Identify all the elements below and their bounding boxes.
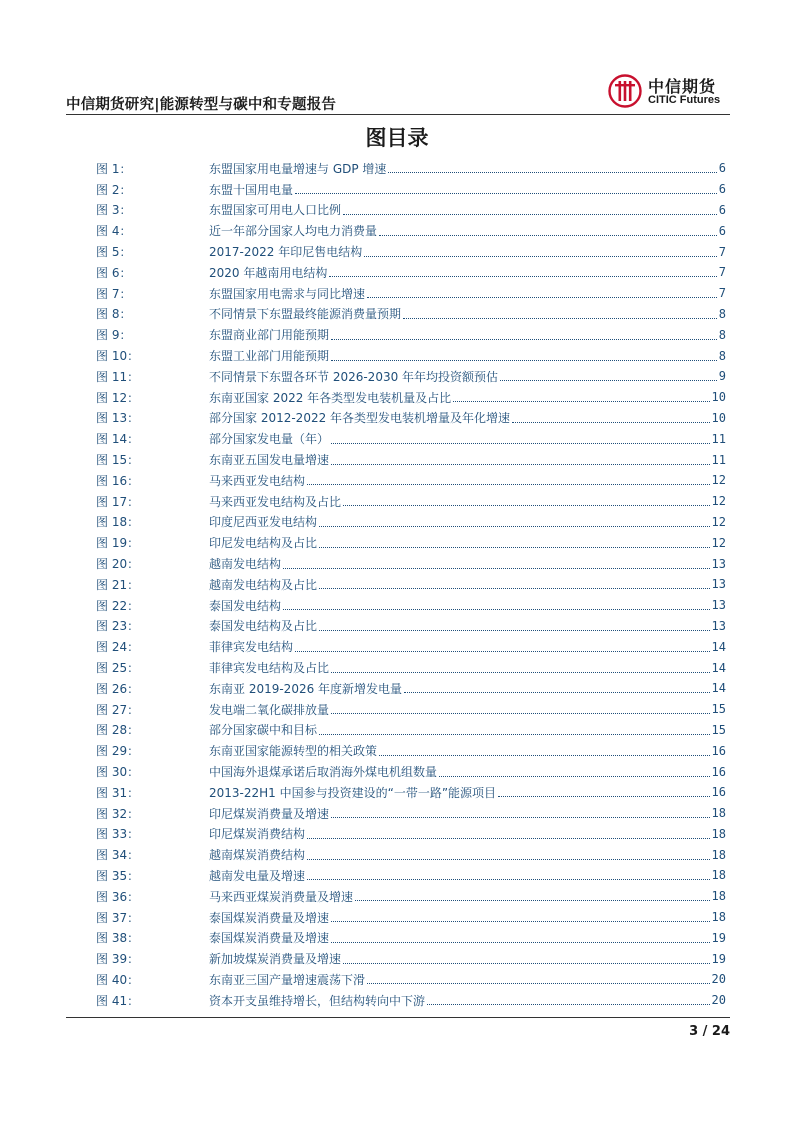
toc-entry-number: 图 25： bbox=[96, 661, 140, 676]
toc-entry-page: 8 bbox=[718, 327, 726, 342]
toc-dot-leader bbox=[453, 400, 709, 402]
toc-dot-leader bbox=[307, 878, 710, 880]
toc-entry-caption: 印尼煤炭消费结构 bbox=[209, 827, 306, 842]
report-title: 中信期货研究|能源转型与碳中和专题报告 bbox=[66, 97, 337, 113]
toc-entry-caption: 马来西亚发电结构及占比 bbox=[209, 494, 342, 509]
toc-entry-caption: 东南亚国家能源转型的相关政策 bbox=[209, 744, 378, 759]
toc-entry[interactable] bbox=[96, 220, 726, 241]
toc-dot-leader bbox=[331, 442, 710, 444]
toc-entry-page: 18 bbox=[711, 910, 726, 925]
toc-entry-caption: 马来西亚煤炭消费量及增速 bbox=[209, 889, 354, 904]
toc-entry[interactable] bbox=[96, 304, 726, 325]
toc-entry-number: 图 7： bbox=[96, 286, 132, 301]
toc-entry-number: 图 40： bbox=[96, 972, 140, 987]
toc-dot-leader bbox=[283, 567, 710, 569]
toc-entry-number: 图 10： bbox=[96, 349, 140, 364]
toc-entry-number: 图 15： bbox=[96, 453, 140, 468]
toc-entry-page: 12 bbox=[711, 494, 726, 509]
toc-dot-leader bbox=[329, 275, 716, 277]
toc-entry-page: 14 bbox=[711, 639, 726, 654]
toc-entry-caption: 泰国煤炭消费量及增速 bbox=[209, 931, 330, 946]
toc-entry-number: 图 19： bbox=[96, 536, 140, 551]
toc-dot-leader bbox=[319, 546, 710, 548]
toc-entry-caption: 不同情景下东盟各环节 2026-2030 年年均投资额预估 bbox=[209, 369, 499, 384]
toc-entry-page: 18 bbox=[711, 806, 726, 821]
toc-entry-page: 6 bbox=[718, 202, 726, 217]
toc-entry[interactable] bbox=[96, 990, 726, 1011]
logo-english-text: CITIC Futures bbox=[648, 94, 721, 106]
toc-entry-number: 图 37： bbox=[96, 910, 140, 925]
toc-entry-number: 图 31： bbox=[96, 785, 140, 800]
toc-entry-number: 图 36： bbox=[96, 889, 140, 904]
toc-entry-number: 图 4： bbox=[96, 224, 132, 239]
toc-entry[interactable] bbox=[96, 720, 726, 741]
toc-entry-page: 9 bbox=[718, 369, 726, 384]
toc-entry-caption: 东南亚三国产量增速震荡下滑 bbox=[209, 972, 366, 987]
toc-dot-leader bbox=[379, 234, 717, 236]
toc-entry-number: 图 16： bbox=[96, 473, 140, 488]
toc-entry-number: 图 2： bbox=[96, 182, 132, 197]
toc-entry-page: 7 bbox=[718, 286, 726, 301]
toc-entry-caption: 部分国家碳中和目标 bbox=[209, 723, 318, 738]
toc-entry-caption: 发电端二氧化碳排放量 bbox=[209, 702, 330, 717]
toc-entry-number: 图 6： bbox=[96, 265, 132, 280]
toc-entry-number: 图 22： bbox=[96, 598, 140, 613]
toc-dot-leader bbox=[307, 858, 710, 860]
toc-entry-page: 18 bbox=[711, 826, 726, 841]
toc-dot-leader bbox=[295, 650, 710, 652]
toc-entry[interactable] bbox=[96, 636, 726, 657]
toc-entry[interactable] bbox=[96, 449, 726, 470]
toc-entry-caption: 中国海外退煤承诺后取消海外煤电机组数量 bbox=[209, 765, 438, 779]
toc-dot-leader bbox=[403, 317, 717, 319]
toc-entry-caption: 泰国发电结构及占比 bbox=[209, 619, 318, 634]
toc-entry-number: 图 26： bbox=[96, 681, 140, 696]
toc-entry-number: 图 34： bbox=[96, 848, 140, 863]
toc-entry-page: 16 bbox=[711, 785, 726, 800]
toc-entry-number: 图 32： bbox=[96, 806, 140, 821]
toc-dot-leader bbox=[331, 920, 710, 922]
toc-entry-page: 11 bbox=[711, 431, 726, 446]
table-of-figures bbox=[96, 158, 726, 1011]
toc-entry-page: 7 bbox=[718, 244, 726, 259]
toc-dot-leader bbox=[364, 255, 717, 257]
toc-entry-number: 图 1： bbox=[96, 161, 132, 176]
toc-entry-page: 12 bbox=[711, 535, 726, 550]
toc-entry[interactable] bbox=[96, 408, 726, 429]
toc-entry-number: 图 3： bbox=[96, 203, 132, 218]
toc-entry-number: 图 13： bbox=[96, 411, 140, 426]
toc-dot-leader bbox=[427, 1003, 710, 1005]
toc-entry[interactable] bbox=[96, 387, 726, 408]
toc-entry[interactable] bbox=[96, 470, 726, 491]
toc-dot-leader bbox=[500, 379, 717, 381]
toc-dot-leader bbox=[343, 213, 717, 215]
toc-entry-number: 图 28： bbox=[96, 723, 140, 738]
toc-entry-caption: 菲律宾发电结构 bbox=[209, 640, 294, 655]
toc-entry-number: 图 20： bbox=[96, 557, 140, 572]
toc-dot-leader bbox=[331, 463, 710, 465]
toc-entry-number: 图 29： bbox=[96, 744, 140, 759]
toc-entry-caption: 东盟工业部门用能预期 bbox=[209, 349, 330, 364]
toc-entry-number: 图 8： bbox=[96, 307, 132, 322]
toc-dot-leader bbox=[512, 421, 710, 423]
toc-entry[interactable] bbox=[96, 345, 726, 366]
toc-entry-caption: 不同情景下东盟最终能源消费量预期 bbox=[209, 307, 402, 322]
toc-entry[interactable] bbox=[96, 824, 726, 845]
toc-entry-number: 图 24： bbox=[96, 640, 140, 655]
toc-entry-caption: 泰国发电结构 bbox=[209, 598, 282, 613]
toc-entry-caption: 部分国家发电量（年） bbox=[209, 432, 330, 447]
citic-logo-icon bbox=[608, 74, 642, 108]
toc-entry[interactable] bbox=[96, 512, 726, 533]
logo-chinese-text: 中信期货 bbox=[648, 77, 717, 96]
toc-entry-caption: 2020 年越南用电结构 bbox=[209, 265, 328, 280]
toc-entry[interactable] bbox=[96, 699, 726, 720]
toc-entry[interactable] bbox=[96, 886, 726, 907]
toc-entry[interactable] bbox=[96, 532, 726, 553]
toc-dot-leader bbox=[319, 587, 710, 589]
toc-dot-leader bbox=[295, 192, 717, 194]
toc-entry[interactable] bbox=[96, 844, 726, 865]
toc-dot-leader bbox=[367, 296, 717, 298]
toc-entry-caption: 泰国煤炭消费量及增速 bbox=[209, 910, 330, 925]
toc-entry-page: 18 bbox=[711, 847, 726, 862]
toc-entry-number: 图 21： bbox=[96, 577, 140, 592]
toc-entry[interactable] bbox=[96, 200, 726, 221]
page-number: 3 / 24 bbox=[689, 1024, 730, 1039]
toc-entry-caption: 越南煤炭消费结构 bbox=[209, 848, 306, 863]
toc-entry-caption: 新加坡煤炭消费量及增速 bbox=[209, 952, 342, 967]
toc-entry-page: 11 bbox=[711, 452, 726, 467]
toc-entry-page: 14 bbox=[711, 660, 726, 675]
toc-entry[interactable] bbox=[96, 553, 726, 574]
toc-dot-leader bbox=[331, 359, 717, 361]
toc-entry-number: 图 11： bbox=[96, 369, 140, 384]
toc-entry-caption: 东盟十国用电量 bbox=[209, 182, 294, 197]
toc-entry[interactable] bbox=[96, 865, 726, 886]
toc-entry-number: 图 35： bbox=[96, 868, 140, 883]
toc-entry[interactable] bbox=[96, 428, 726, 449]
toc-entry-number: 图 12： bbox=[96, 390, 140, 405]
toc-entry-caption: 印尼煤炭消费量及增速 bbox=[209, 806, 330, 821]
toc-entry-number: 图 17： bbox=[96, 494, 140, 509]
toc-entry[interactable] bbox=[96, 657, 726, 678]
toc-entry[interactable] bbox=[96, 969, 726, 990]
toc-entry-page: 6 bbox=[718, 161, 726, 176]
toc-entry-page: 12 bbox=[711, 514, 726, 529]
toc-dot-leader bbox=[319, 733, 710, 735]
toc-entry[interactable] bbox=[96, 179, 726, 200]
toc-entry-page: 12 bbox=[711, 473, 726, 488]
toc-entry-caption: 近一年部分国家人均电力消费量 bbox=[209, 224, 378, 239]
toc-entry-caption: 东南亚 2019-2026 年度新增发电量 bbox=[209, 681, 403, 696]
toc-entry[interactable] bbox=[96, 927, 726, 948]
toc-entry-page: 15 bbox=[711, 722, 726, 737]
toc-entry-page: 13 bbox=[711, 598, 726, 613]
toc-entry-caption: 东盟国家用电需求与同比增速 bbox=[209, 286, 366, 301]
toc-entry-page: 8 bbox=[718, 306, 726, 321]
toc-entry-page: 19 bbox=[711, 930, 726, 945]
toc-entry-number: 图 41： bbox=[96, 993, 140, 1008]
toc-entry-caption: 东南亚五国发电量增速 bbox=[209, 453, 330, 468]
toc-entry-number: 图 23： bbox=[96, 619, 140, 634]
toc-dot-leader bbox=[379, 754, 710, 756]
toc-dot-leader bbox=[307, 483, 710, 485]
toc-dot-leader bbox=[388, 171, 716, 173]
toc-entry-number: 图 9： bbox=[96, 328, 132, 343]
toc-entry-page: 6 bbox=[718, 223, 726, 238]
toc-entry-page: 13 bbox=[711, 556, 726, 571]
toc-entry-number: 图 27： bbox=[96, 702, 140, 717]
toc-dot-leader bbox=[331, 338, 717, 340]
toc-entry[interactable] bbox=[96, 366, 726, 387]
toc-entry-page: 16 bbox=[711, 764, 726, 779]
toc-dot-leader bbox=[367, 982, 710, 984]
toc-entry-caption: 越南发电结构及占比 bbox=[209, 577, 318, 592]
toc-dot-leader bbox=[283, 608, 710, 610]
toc-entry-caption: 资本开支虽维持增长，但结构转向中下游 bbox=[209, 993, 426, 1008]
toc-entry-number: 图 14： bbox=[96, 432, 140, 447]
toc-entry[interactable] bbox=[96, 283, 726, 304]
toc-entry-caption: 越南发电结构 bbox=[209, 557, 282, 572]
toc-entry[interactable] bbox=[96, 907, 726, 928]
toc-entry[interactable] bbox=[96, 678, 726, 699]
toc-entry[interactable] bbox=[96, 241, 726, 262]
toc-entry[interactable] bbox=[96, 595, 726, 616]
footer-divider bbox=[66, 1017, 730, 1018]
toc-entry-page: 13 bbox=[711, 577, 726, 592]
toc-entry-caption: 2013-22H1 中国参与投资建设的“一带一路”能源项目 bbox=[209, 785, 497, 800]
toc-dot-leader bbox=[343, 962, 710, 964]
toc-entry-number: 图 18： bbox=[96, 515, 140, 530]
toc-dot-leader bbox=[498, 795, 710, 797]
toc-entry-caption: 部分国家 2012-2022 年各类型发电装机增量及年化增速 bbox=[209, 411, 511, 426]
company-logo bbox=[608, 72, 730, 112]
toc-dot-leader bbox=[404, 691, 710, 693]
toc-dot-leader bbox=[331, 671, 710, 673]
toc-entry-page: 18 bbox=[711, 889, 726, 904]
toc-entry-caption: 2017-2022 年印尼售电结构 bbox=[209, 245, 363, 260]
toc-entry[interactable] bbox=[96, 782, 726, 803]
toc-dot-leader bbox=[331, 712, 710, 714]
toc-entry-caption: 越南发电量及增速 bbox=[209, 868, 306, 883]
toc-dot-leader bbox=[319, 525, 710, 527]
toc-entry[interactable] bbox=[96, 574, 726, 595]
toc-entry-number: 图 30： bbox=[96, 765, 140, 779]
toc-entry[interactable] bbox=[96, 761, 726, 782]
toc-dot-leader bbox=[355, 899, 710, 901]
toc-entry-page: 7 bbox=[718, 265, 726, 280]
toc-entry[interactable] bbox=[96, 262, 726, 283]
toc-entry-page: 16 bbox=[711, 743, 726, 758]
toc-entry-page: 10 bbox=[711, 390, 726, 405]
toc-entry-caption: 东盟国家用电量增速与 GDP 增速 bbox=[209, 161, 387, 176]
toc-entry-caption: 东盟国家可用电人口比例 bbox=[209, 203, 342, 218]
toc-dot-leader bbox=[343, 504, 710, 506]
toc-entry-caption: 马来西亚发电结构 bbox=[209, 473, 306, 488]
toc-entry-caption: 印度尼西亚发电结构 bbox=[209, 515, 318, 530]
toc-entry-caption: 印尼发电结构及占比 bbox=[209, 536, 318, 551]
toc-entry-page: 20 bbox=[711, 972, 726, 987]
toc-entry-caption: 菲律宾发电结构及占比 bbox=[209, 661, 330, 676]
toc-dot-leader bbox=[319, 629, 710, 631]
toc-entry-number: 图 38： bbox=[96, 931, 140, 946]
toc-entry[interactable] bbox=[96, 158, 726, 179]
toc-entry[interactable] bbox=[96, 491, 726, 512]
toc-entry-page: 20 bbox=[711, 993, 726, 1008]
toc-entry[interactable] bbox=[96, 948, 726, 969]
toc-entry-page: 8 bbox=[718, 348, 726, 363]
toc-entry-number: 图 5： bbox=[96, 245, 132, 260]
toc-entry-page: 14 bbox=[711, 681, 726, 696]
toc-entry-page: 19 bbox=[711, 951, 726, 966]
toc-entry-page: 6 bbox=[718, 182, 726, 197]
toc-entry-caption: 东盟商业部门用能预期 bbox=[209, 328, 330, 343]
toc-title: 图目录 bbox=[365, 126, 429, 150]
header-divider bbox=[66, 114, 730, 115]
toc-entry-page: 10 bbox=[711, 410, 726, 425]
toc-entry-caption: 东南亚国家 2022 年各类型发电装机量及占比 bbox=[209, 390, 452, 405]
toc-dot-leader bbox=[439, 775, 710, 777]
toc-entry-page: 15 bbox=[711, 702, 726, 717]
toc-dot-leader bbox=[331, 941, 710, 943]
toc-entry[interactable] bbox=[96, 803, 726, 824]
toc-entry[interactable] bbox=[96, 740, 726, 761]
toc-entry[interactable] bbox=[96, 616, 726, 637]
toc-entry-page: 18 bbox=[711, 868, 726, 883]
toc-dot-leader bbox=[307, 837, 710, 839]
toc-entry[interactable] bbox=[96, 324, 726, 345]
toc-entry-number: 图 39： bbox=[96, 952, 140, 967]
toc-entry-page: 13 bbox=[711, 618, 726, 633]
toc-dot-leader bbox=[331, 816, 710, 818]
toc-entry-number: 图 33： bbox=[96, 827, 140, 842]
